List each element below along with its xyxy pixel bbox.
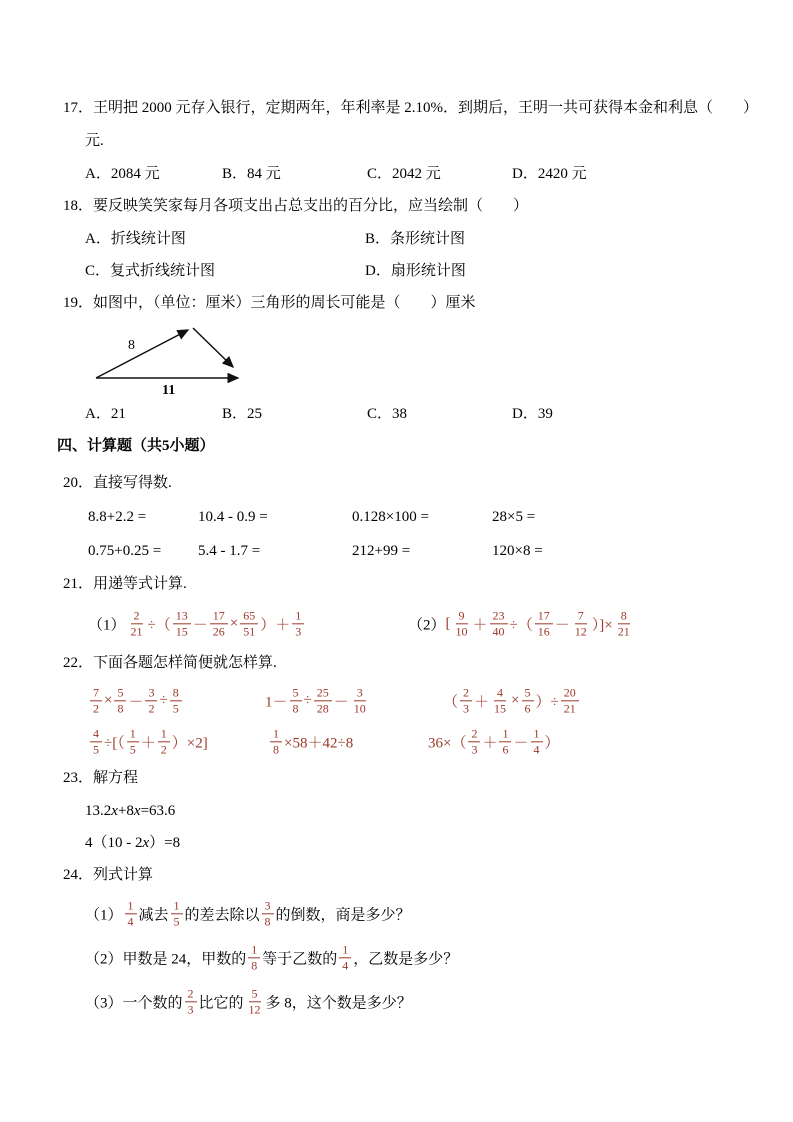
q17-text-line2: 元. xyxy=(85,133,104,149)
fraction xyxy=(314,686,332,715)
fraction-denominator: 4 xyxy=(342,958,349,973)
fraction-denominator: 26 xyxy=(212,624,225,639)
q18-option-d: D．扇形统计图 xyxy=(365,263,466,279)
question-19 xyxy=(63,287,773,430)
q21-item-2 xyxy=(408,609,635,638)
fraction xyxy=(248,943,260,972)
fraction xyxy=(531,727,543,756)
fraction-numerator: 1 xyxy=(292,609,304,624)
q19-option-c: C．38 xyxy=(367,406,408,422)
q24-title: 24．列式计算 xyxy=(63,867,154,883)
q21-item-2-expression: [ $\frac{9}{10}$ ＋ $\frac{23}{40}$ ÷（ $\frac{17}{16}$ － $\frac{7}{12}$ ）]× $\frac{8}{21}$ xyxy=(446,609,635,638)
fraction-denominator: 12 xyxy=(248,1002,261,1017)
q18-options-row1 xyxy=(63,223,773,255)
fraction-denominator: 12 xyxy=(574,624,587,639)
fraction-numerator: 1 xyxy=(125,899,137,914)
fraction xyxy=(292,609,304,638)
fraction xyxy=(535,609,553,638)
fraction xyxy=(170,686,182,715)
fraction-denominator: 21 xyxy=(130,624,143,639)
q24-item-2 xyxy=(63,936,773,980)
fraction-denominator: 3 xyxy=(295,624,302,639)
fraction-denominator: 3 xyxy=(187,1002,194,1017)
q20-expr-1: 8.8+2.2 = xyxy=(88,509,147,525)
fraction-numerator: 3 xyxy=(145,686,157,701)
q18-text: 18．要反映笑笑家每月各项支出占总支出的百分比，应当绘制（ ） xyxy=(63,198,529,214)
q19-option-b: B．25 xyxy=(222,406,263,422)
question-18 xyxy=(63,190,773,287)
q20-expr-3: 0.128×100 = xyxy=(352,509,429,525)
q20-expr-2: 10.4 - 0.9 = xyxy=(198,509,268,525)
fraction-numerator: 9 xyxy=(456,609,468,624)
q23-equation-2-math: 4（10 - 2 x ）=8 xyxy=(85,827,180,859)
fraction-numerator: 5 xyxy=(290,686,302,701)
q22-expression-1-math: $\frac{7}{2}$ × $\frac{5}{8}$ － $\frac{3}{2}$ ÷ $\frac{8}{5}$ xyxy=(88,686,184,715)
q20-title: 20．直接写得数. xyxy=(63,475,172,491)
q24-item-1 xyxy=(63,892,773,936)
q22-expression-1 xyxy=(88,686,184,715)
q21-item-1-expression: $\frac{2}{21}$ ÷（ $\frac{13}{15}$ － $\frac{17}{26}$ × $\frac{65}{51}$ ）＋ $\frac{1}{3}$ xyxy=(126,609,307,638)
q22-expression-2-math: 1－ $\frac{5}{8}$ ÷ $\frac{25}{28}$ － $\frac{3}{10}$ xyxy=(265,686,371,715)
fraction-denominator: 5 xyxy=(129,742,136,757)
triangle-figure xyxy=(90,320,258,398)
fraction-numerator: 1 xyxy=(339,943,351,958)
fraction-denominator: 2 xyxy=(148,701,155,716)
q17-option-d: D．2420 元 xyxy=(512,166,587,182)
fraction xyxy=(561,686,579,715)
q23-title: 23．解方程 xyxy=(63,770,139,786)
fraction-denominator: 3 xyxy=(463,701,470,716)
fraction-numerator: 1 xyxy=(158,727,170,742)
q24-item-3 xyxy=(63,980,773,1024)
variable: x xyxy=(111,803,118,819)
fraction-numerator: 13 xyxy=(173,609,191,624)
q18-option-b: B．条形统计图 xyxy=(365,231,466,247)
q22-expression-4-math: $\frac{4}{5}$ ÷[（ $\frac{1}{5}$ ＋ $\frac{1}{2}$ ）×2] xyxy=(88,727,208,756)
fraction xyxy=(615,609,633,638)
fraction xyxy=(460,686,472,715)
variable: x xyxy=(133,803,141,819)
fraction-numerator: 7 xyxy=(90,686,102,701)
fraction-numerator: 3 xyxy=(354,686,366,701)
fraction-numerator: 1 xyxy=(127,727,139,742)
fraction-numerator: 2 xyxy=(460,686,472,701)
q17-option-a: A．2084 元 xyxy=(85,166,160,182)
question-24 xyxy=(63,859,773,1024)
fraction xyxy=(290,686,302,715)
fraction xyxy=(246,987,264,1016)
fraction-denominator: 5 xyxy=(93,742,99,757)
q21-item-1 xyxy=(88,609,306,638)
fraction-numerator: 1 xyxy=(248,943,260,958)
question-17 xyxy=(63,92,773,190)
fraction xyxy=(572,609,590,638)
q23-equation-1-math: 13.2 x +8 x =63.6 xyxy=(85,795,175,827)
fraction-denominator: 2 xyxy=(93,701,99,716)
fraction xyxy=(522,686,534,715)
q24-item-1-text: （1） $\frac{1}{4}$ 减去 $\frac{1}{5}$ 的差去除以 $\frac{3}{8}$ 的倒数，商是多少？ xyxy=(85,898,411,929)
q19-text: 19．如图中，（单位：厘米）三角形的周长可能是（ ）厘米 xyxy=(63,295,476,311)
fraction xyxy=(185,987,197,1016)
triangle-label-side-bottom: 11 xyxy=(162,383,176,398)
fraction xyxy=(240,609,258,638)
fraction-denominator: 6 xyxy=(502,742,509,757)
fraction-numerator: 2 xyxy=(131,609,143,624)
question-22 xyxy=(63,647,773,762)
fraction-numerator: 5 xyxy=(249,987,261,1002)
fraction-numerator: 1 xyxy=(171,899,183,914)
fraction-numerator: 3 xyxy=(262,899,274,914)
q24-item-2-text: （2）甲数是 24，甲数的 $\frac{1}{8}$ 等于乙数的 $\frac{1}{4}$ ，乙数是多少？ xyxy=(85,942,459,973)
fraction xyxy=(499,727,511,756)
q22-expression-5 xyxy=(268,727,353,756)
fraction xyxy=(127,727,139,756)
fraction-numerator: 1 xyxy=(270,727,282,742)
q20-expr-5: 0.75+0.25 = xyxy=(88,543,162,559)
fraction-denominator: 8 xyxy=(292,701,299,716)
fraction-numerator: 17 xyxy=(535,609,553,624)
q17-text-line1: 17．王明把 2000 元存入银行，定期两年，年利率是 2.10%．到期后，王明一共可获得本金和利息（ ） xyxy=(63,100,758,116)
fraction-numerator: 4 xyxy=(90,727,102,742)
question-20 xyxy=(63,467,773,568)
fraction-denominator: 51 xyxy=(243,624,256,639)
fraction-denominator: 16 xyxy=(537,624,550,639)
fraction xyxy=(270,727,282,756)
fraction xyxy=(490,609,508,638)
fraction xyxy=(171,899,183,928)
fraction-numerator: 1 xyxy=(499,727,511,742)
fraction-denominator: 21 xyxy=(617,624,630,639)
q22-expression-6 xyxy=(428,727,560,756)
fraction-denominator: 8 xyxy=(273,742,279,757)
fraction-denominator: 4 xyxy=(127,914,134,929)
fraction-denominator: 28 xyxy=(316,701,329,716)
fraction xyxy=(491,686,509,715)
q20-expr-6: 5.4 - 1.7 = xyxy=(198,543,261,559)
q17-option-b: B．84 元 xyxy=(222,166,281,182)
variable: x xyxy=(142,835,150,851)
q23-equation-1 xyxy=(63,795,773,827)
fraction-denominator: 4 xyxy=(533,742,540,757)
fraction xyxy=(351,686,369,715)
fraction-denominator: 5 xyxy=(173,914,180,929)
fraction-numerator: 7 xyxy=(575,609,587,624)
q21-title: 21．用递等式计算. xyxy=(63,576,187,592)
q20-row-2 xyxy=(63,534,773,568)
fraction xyxy=(125,899,137,928)
q22-expression-3-math: （ $\frac{2}{3}$ ＋ $\frac{4}{15}$ × $\frac{5}{6}$ ）÷ $\frac{20}{21}$ xyxy=(443,686,581,715)
fraction-denominator: 6 xyxy=(524,701,531,716)
fraction-numerator: 17 xyxy=(210,609,228,624)
fraction xyxy=(145,686,157,715)
fraction xyxy=(90,686,102,715)
fraction-denominator: 21 xyxy=(563,701,576,716)
fraction xyxy=(90,727,102,756)
section-4-heading: 四、计算题（共5小题） xyxy=(57,438,215,454)
fraction-numerator: 5 xyxy=(114,686,126,701)
fraction-denominator: 15 xyxy=(175,624,188,639)
fraction-denominator: 8 xyxy=(251,958,258,973)
fraction-numerator: 2 xyxy=(185,987,197,1002)
fraction xyxy=(453,609,471,638)
q22-expression-5-math: $\frac{1}{8}$ ×58＋42÷8 xyxy=(268,727,353,756)
q19-figure xyxy=(90,320,773,398)
q17-options xyxy=(63,158,773,190)
q19-options xyxy=(63,398,773,430)
triangle-side-right xyxy=(193,328,233,367)
fraction-numerator: 20 xyxy=(561,686,579,701)
fraction-denominator: 5 xyxy=(172,701,179,716)
fraction-numerator: 1 xyxy=(531,727,543,742)
fraction-numerator: 8 xyxy=(170,686,182,701)
q22-row-2 xyxy=(63,722,773,762)
q22-expression-3 xyxy=(443,686,581,715)
q19-option-a: A．21 xyxy=(85,406,126,422)
q21-expressions xyxy=(63,601,773,647)
fraction-denominator: 10 xyxy=(353,701,366,716)
fraction-denominator: 15 xyxy=(494,701,507,716)
fraction xyxy=(339,943,351,972)
q19-option-d: D．39 xyxy=(512,406,553,422)
fraction xyxy=(173,609,191,638)
fraction xyxy=(114,686,126,715)
fraction-numerator: 65 xyxy=(240,609,258,624)
fraction-numerator: 5 xyxy=(522,686,534,701)
fraction-numerator: 8 xyxy=(618,609,630,624)
fraction-denominator: 40 xyxy=(492,624,505,639)
q20-row-1 xyxy=(63,500,773,534)
q20-expr-7: 212+99 = xyxy=(352,543,411,559)
fraction-denominator: 10 xyxy=(455,624,468,639)
fraction xyxy=(158,727,170,756)
q17-option-c: C．2042 元 xyxy=(367,166,441,182)
q18-options-row2 xyxy=(63,255,773,287)
q21-item-2-label: （2） xyxy=(408,617,446,634)
q24-item-3-text: （3）一个数的 $\frac{2}{3}$ 比它的 $\frac{5}{12}$ 多 8，这个数是多少？ xyxy=(85,986,412,1017)
triangle-label-side-left: 8 xyxy=(128,338,135,353)
fraction-numerator: 23 xyxy=(490,609,508,624)
fraction-numerator: 4 xyxy=(494,686,506,701)
fraction xyxy=(210,609,228,638)
q18-option-c: C．复式折线统计图 xyxy=(85,263,216,279)
q20-expr-4: 28×5 = xyxy=(492,509,536,525)
q22-row-1 xyxy=(63,680,773,722)
fraction xyxy=(468,727,480,756)
question-23 xyxy=(63,762,773,859)
fraction-denominator: 3 xyxy=(471,742,478,757)
q23-equation-2 xyxy=(63,827,773,859)
q22-expression-6-math: 36×（ $\frac{2}{3}$ ＋ $\frac{1}{6}$ － $\frac{1}{4}$ ） xyxy=(428,726,560,757)
fraction-denominator: 2 xyxy=(160,742,167,757)
q22-expression-4 xyxy=(88,727,208,756)
q22-expression-2 xyxy=(265,686,371,715)
fraction-denominator: 8 xyxy=(264,914,271,929)
fraction-numerator: 2 xyxy=(468,727,480,742)
q20-expr-8: 120×8 = xyxy=(492,543,543,559)
fraction xyxy=(262,899,274,928)
fraction xyxy=(128,609,146,638)
triangle-side-left xyxy=(96,330,188,378)
fraction-numerator: 25 xyxy=(314,686,332,701)
q22-title: 22．下面各题怎样简便就怎样算. xyxy=(63,655,277,671)
q18-option-a: A．折线统计图 xyxy=(85,231,186,247)
fraction-denominator: 8 xyxy=(117,701,124,716)
q21-item-1-label: （1） xyxy=(88,617,126,634)
question-21 xyxy=(63,568,773,647)
